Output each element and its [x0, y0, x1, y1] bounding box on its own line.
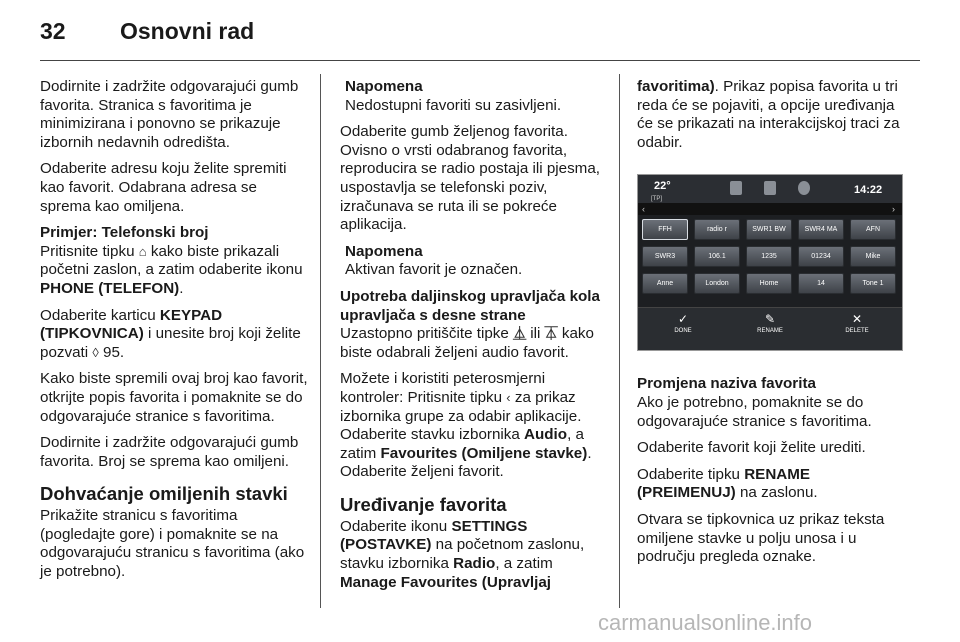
page-number: 32: [40, 18, 66, 44]
close-icon: ✕: [851, 312, 863, 327]
paragraph: Odaberite favorit koji želite urediti.: [637, 439, 866, 457]
rename-action: ✎ RENAME: [735, 312, 805, 336]
paragraph: Možete i koristiti peterosmjerni kontroler: Pritisnite tipku ‹ za prikaz izbornika grupe za odabir aplikacije. Odaberite stavku izbornika Audio, a zatim Favourites (Omiljene stavke). Odaberite željeni favorit.: [340, 370, 592, 481]
paragraph: Odaberite ikonu SETTINGS (POSTAVKE) na početnom zaslonu, stavku izbornika Radio, a zatim Manage Favourites (Upravljaj: [340, 517, 585, 591]
subheading-example: Primjer: Telefonski broj: [40, 224, 209, 242]
checkmark-icon: ✓: [677, 312, 689, 327]
favourites-screen-image: [637, 174, 903, 351]
header-rule: [40, 60, 920, 61]
clock: 14:22: [854, 184, 883, 197]
page-title: Osnovni rad: [120, 18, 255, 44]
note-title: Napomena: [345, 78, 423, 95]
music-icon: [730, 181, 742, 195]
home-icon: ⌂: [138, 243, 147, 259]
tp-indicator: [TP]: [651, 196, 663, 203]
page-reference-icon: ◊: [92, 344, 99, 360]
pencil-icon: ✎: [764, 312, 776, 327]
paragraph: Ako je potrebno, pomaknite se do odgovarajuće stranice s favoritima.: [637, 393, 872, 430]
down-arrow-icon: ⏄: [544, 326, 558, 342]
paragraph: Otvara se tipkovnica uz prikaz teksta omiljene stavke u polju unosa i u području pregleda oznake.: [637, 510, 885, 566]
column-1: [40, 78, 308, 590]
column-divider: [320, 74, 321, 608]
phone-icon: [764, 181, 776, 195]
paragraph: Odaberite tipku RENAME (PREIMENUJ) na zaslonu.: [637, 465, 818, 502]
globe-icon: [798, 181, 810, 195]
interaction-bar: [638, 307, 902, 351]
favourite-button: 106.1: [694, 246, 740, 267]
subheading-rename: Promjena naziva favorita: [637, 375, 816, 393]
paragraph: Odaberite adresu koju želite spremiti kao favorit. Odabrana adresa se sprema kao omiljena.: [40, 160, 287, 215]
screen-nav-bar: [638, 203, 902, 215]
chevron-left-icon: ‹: [642, 204, 645, 215]
paragraph: favoritima). Prikaz popisa favorita u tri reda će se pojaviti, a opcije uređivanja će se prikazati na interakcijskoj traci za odabir.: [637, 78, 900, 151]
left-arrow-icon: ‹: [506, 389, 511, 405]
temperature: 22°: [654, 180, 671, 193]
favourite-button: 1235: [746, 246, 792, 267]
column-divider: [619, 74, 620, 608]
favourite-button: radio r: [694, 219, 740, 240]
favourite-button: Tone 1: [850, 273, 896, 294]
favourite-button: Home: [746, 273, 792, 294]
subheading-remote: Upotreba daljinskog upravljača kola upravljača s desne strane: [340, 287, 600, 324]
paragraph: Kako biste spremili ovaj broj kao favorit, otkrijte popis favorita i pomaknite se do odgovarajuće stranice s favoritima.: [40, 370, 308, 425]
paragraph: Dodirnite i zadržite odgovarajući gumb favorita. Broj se sprema kao omiljeni.: [40, 434, 299, 470]
section-heading: Uređivanje favorita: [340, 493, 507, 515]
paragraph: Prikažite stranicu s favoritima (pogledajte gore) i pomaknite se na odgovarajuću stranicu s favoritima (ako je potrebno).: [40, 507, 305, 581]
paragraph: Uzastopno pritiščite tipke ⏅ ili ⏄ kako biste odabrali željeni audio favorit.: [340, 325, 594, 361]
note-text: Nedostupni favoriti su zasivljeni.: [345, 96, 562, 114]
chevron-right-icon: ›: [892, 204, 895, 215]
page-header: [40, 18, 920, 54]
paragraph: Odaberite gumb željenog favorita. Ovisno o vrsti odabranog favorita, reproducira se radio postaja ili pjesma, uspostavlja se telefonski poziv, izračunava se ruta ili se pokreće aplikacija.: [340, 123, 601, 234]
favourite-button: SWR3: [642, 246, 688, 267]
paragraph: Pritisnite tipku ⌂ kako biste prikazali početni zaslon, a zatim odaberite ikonu PHONE (TELEFON).: [40, 242, 303, 297]
note: [340, 78, 608, 115]
favourite-button: Anne: [642, 273, 688, 294]
done-action: ✓ DONE: [648, 312, 718, 336]
favourite-button: 01234: [798, 246, 844, 267]
note-title: Napomena: [345, 242, 423, 260]
favourite-button: Mike: [850, 246, 896, 267]
note-text: Aktivan favorit je označen.: [345, 261, 523, 279]
favourite-button: London: [694, 273, 740, 294]
favourite-button: FFH: [642, 219, 688, 240]
note: [340, 243, 608, 280]
column-3: [637, 78, 907, 575]
delete-action: ✕ DELETE: [822, 312, 892, 336]
paragraph: Odaberite karticu KEYPAD (TIPKOVNICA) i unesite broj koji želite pozvati ◊ 95.: [40, 306, 301, 361]
favourite-button: 14: [798, 273, 844, 294]
section-heading: Dohvaćanje omiljenih stavki: [40, 483, 288, 505]
screen-status-bar: [638, 175, 902, 203]
favourite-button: SWR4 MA: [798, 219, 844, 240]
column-2: [340, 78, 608, 600]
favourite-button: AFN: [850, 219, 896, 240]
watermark: carmanualsonline.info: [598, 610, 813, 635]
favourite-button: SWR1 BW: [746, 219, 792, 240]
paragraph: Dodirnite i zadržite odgovarajući gumb favorita. Stranica s favoritima je minimizirana i ponovno se prikazuje izbornih nedavnih odredišta.: [40, 78, 299, 151]
up-arrow-icon: ⏅: [513, 326, 527, 342]
